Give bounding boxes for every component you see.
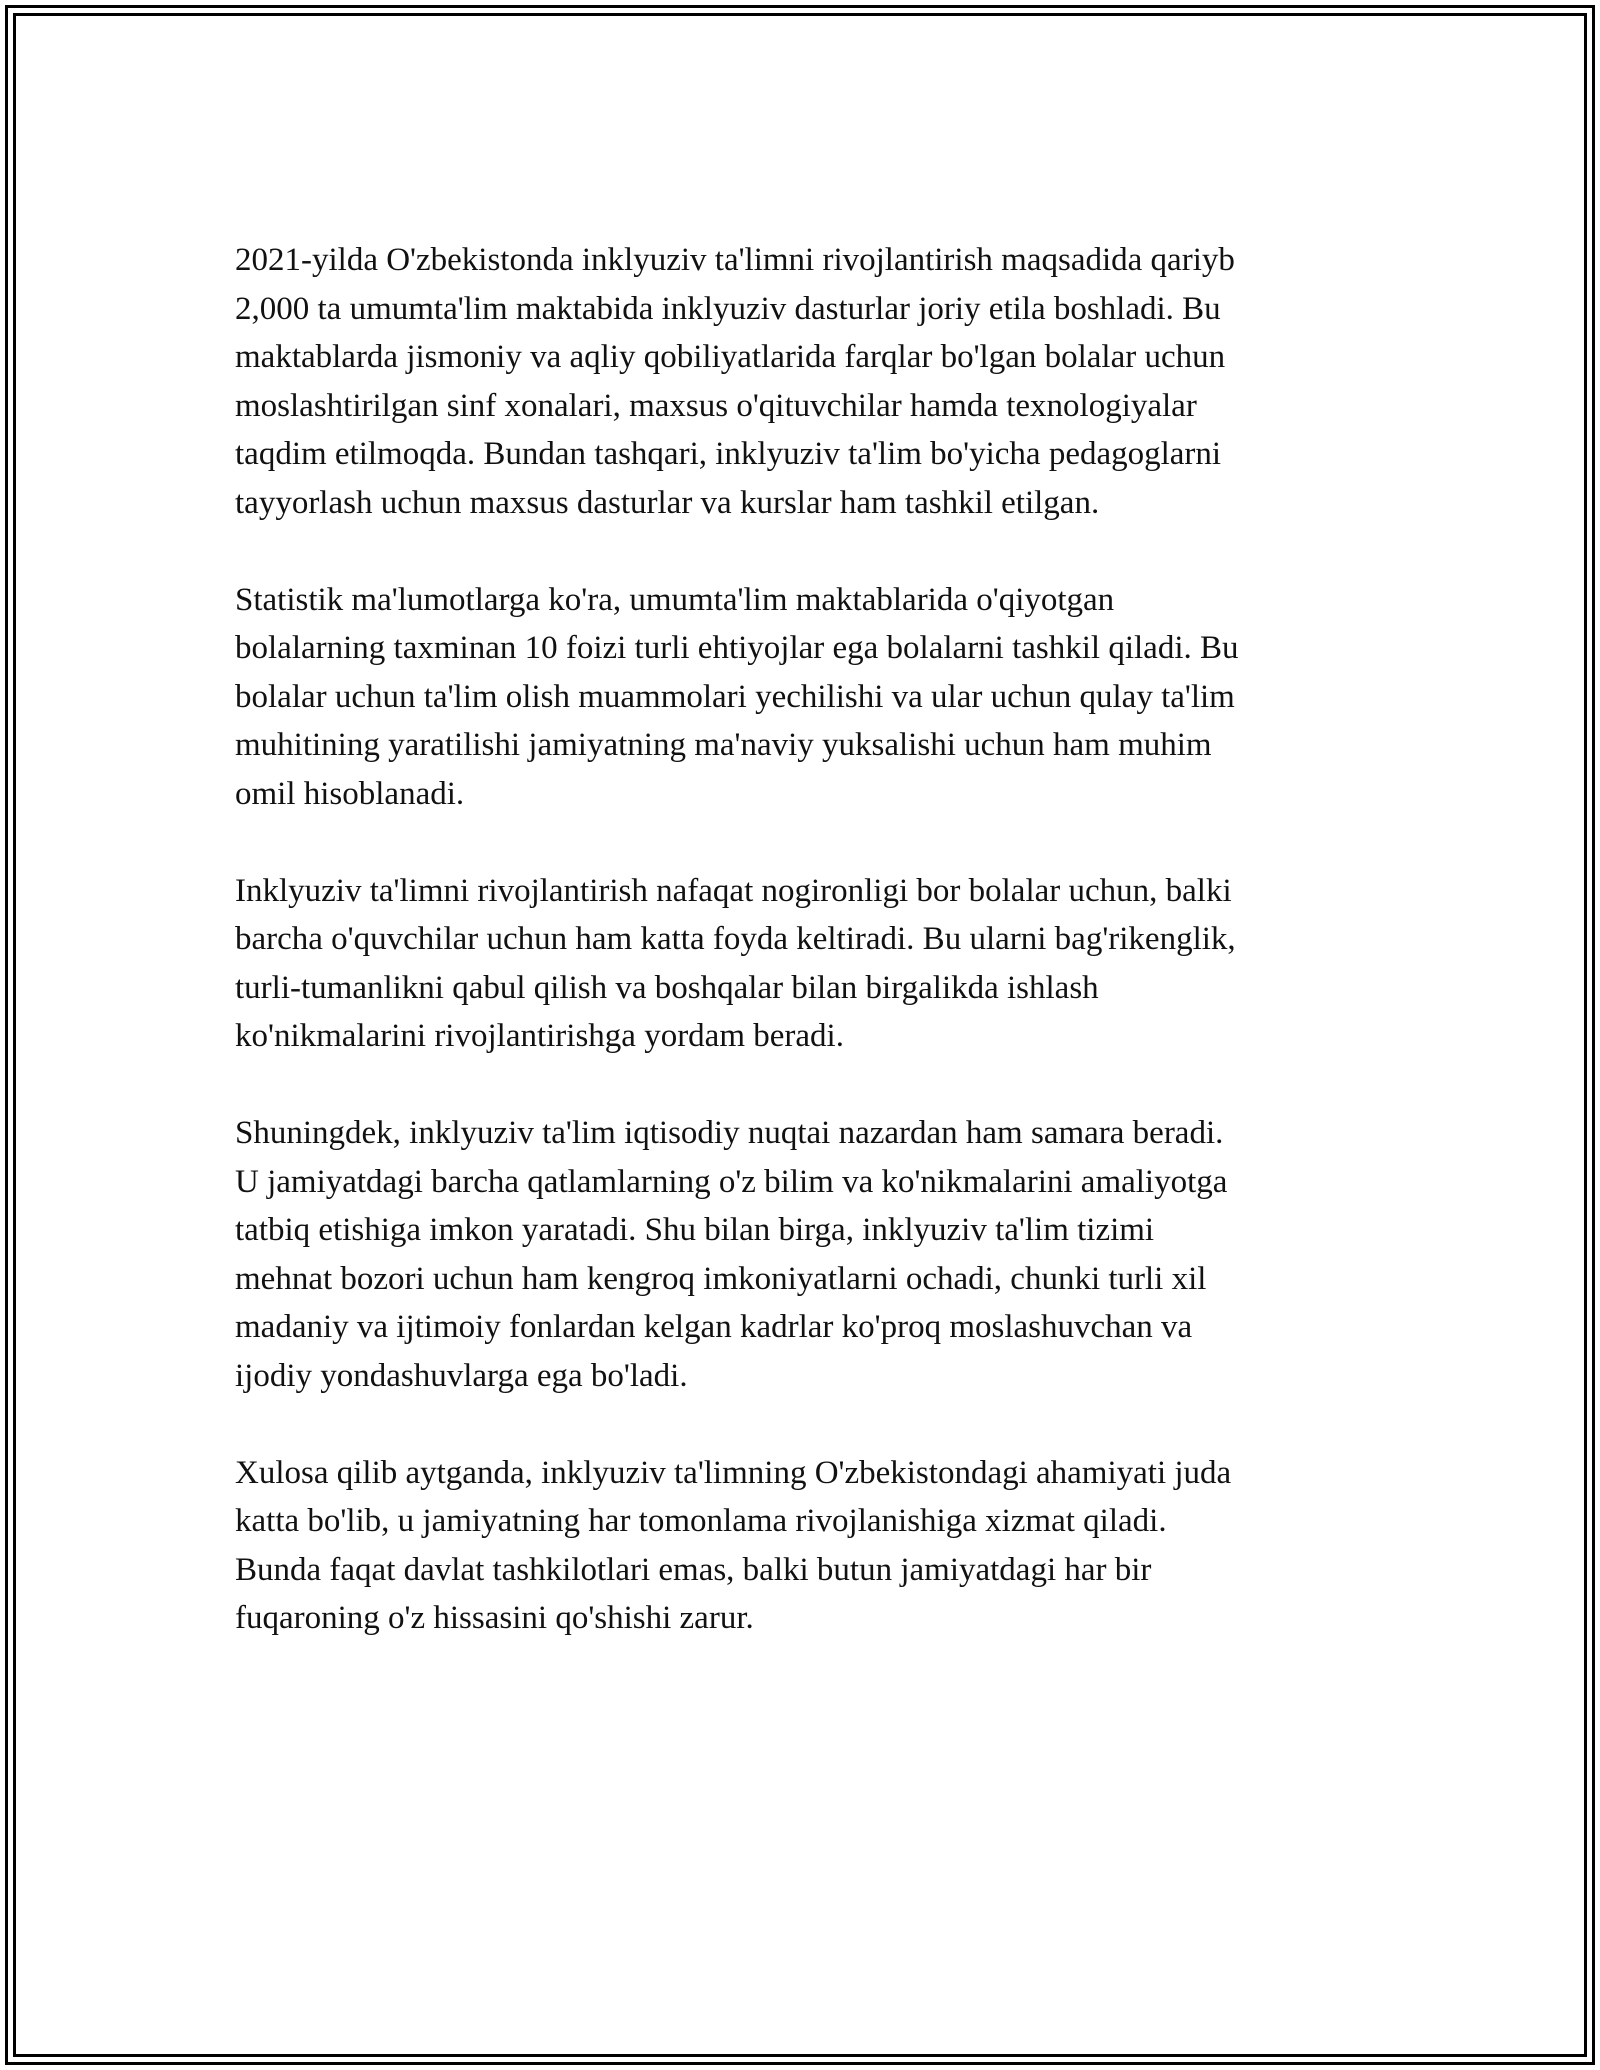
paragraph-1: 2021-yilda O'zbekistonda inklyuziv ta'limni rivojlantirish maqsadida qariyb 2,000 ta umumta'lim maktabida inklyuziv dasturlar joriy etila boshladi. Bu maktablarda jismoniy va aqliy qobiliyatlarida farqlar bo'lgan bolalar uchun moslashtirilgan sinf xonalari, maxsus o'qituvchilar hamda texnologiyalar taqdim etilmoqda. Bundan tashqari, inklyuziv ta'lim bo'yicha pedagoglarni tayyorlash uchun maxsus dasturlar va kurslar ham tashkil etilgan.	[235, 242, 1235, 521]
paragraph-2: Statistik ma'lumotlarga ko'ra, umumta'lim maktablarida o'qiyotgan bolalarning taxminan 10 foizi turli ehtiyojlar ega bolalarni tashkil qiladi. Bu bolalar uchun ta'lim olish muammolari yechilishi va ular uchun qulay ta'lim muhitining yaratilishi jamiyatning ma'naviy yuksalishi uchun ham muhim omil hisoblanadi.	[235, 581, 1239, 812]
document-body	[235, 236, 1365, 1691]
paragraph-3: Inklyuziv ta'limni rivojlantirish nafaqat nogironligi bor bolalar uchun, balki barcha o'quvchilar uchun ham katta foyda keltiradi. Bu ularni bag'rikenglik, turli-tumanlikni qabul qilish va boshqalar bilan birgalikda ishlash ko'nikmalarini rivojlantirishga yordam beradi.	[235, 872, 1236, 1054]
paragraph-4: Shuningdek, inklyuziv ta'lim iqtisodiy nuqtai nazardan ham samara beradi. U jamiyatdagi barcha qatlamlarning o'z bilim va ko'nikmalarini amaliyotga tatbiq etishiga imkon yaratadi. Shu bilan birga, inklyuziv ta'lim tizimi mehnat bozori uchun ham kengroq imkoniyatlarni ochadi, chunki turli xil madaniy va ijtimoiy fonlardan kelgan kadrlar ko'proq moslashuvchan va ijodiy yondashuvlarga ega bo'ladi.	[235, 1115, 1228, 1394]
paragraph-5: Xulosa qilib aytganda, inklyuziv ta'limning O'zbekistondagi ahamiyati juda katta bo'lib, u jamiyatning har tomonlama rivojlanishiga xizmat qiladi. Bunda faqat davlat tashkilotlari emas, balki butun jamiyatdagi har bir fuqaroning o'z hissasini qo'shishi zarur.	[235, 1454, 1232, 1636]
